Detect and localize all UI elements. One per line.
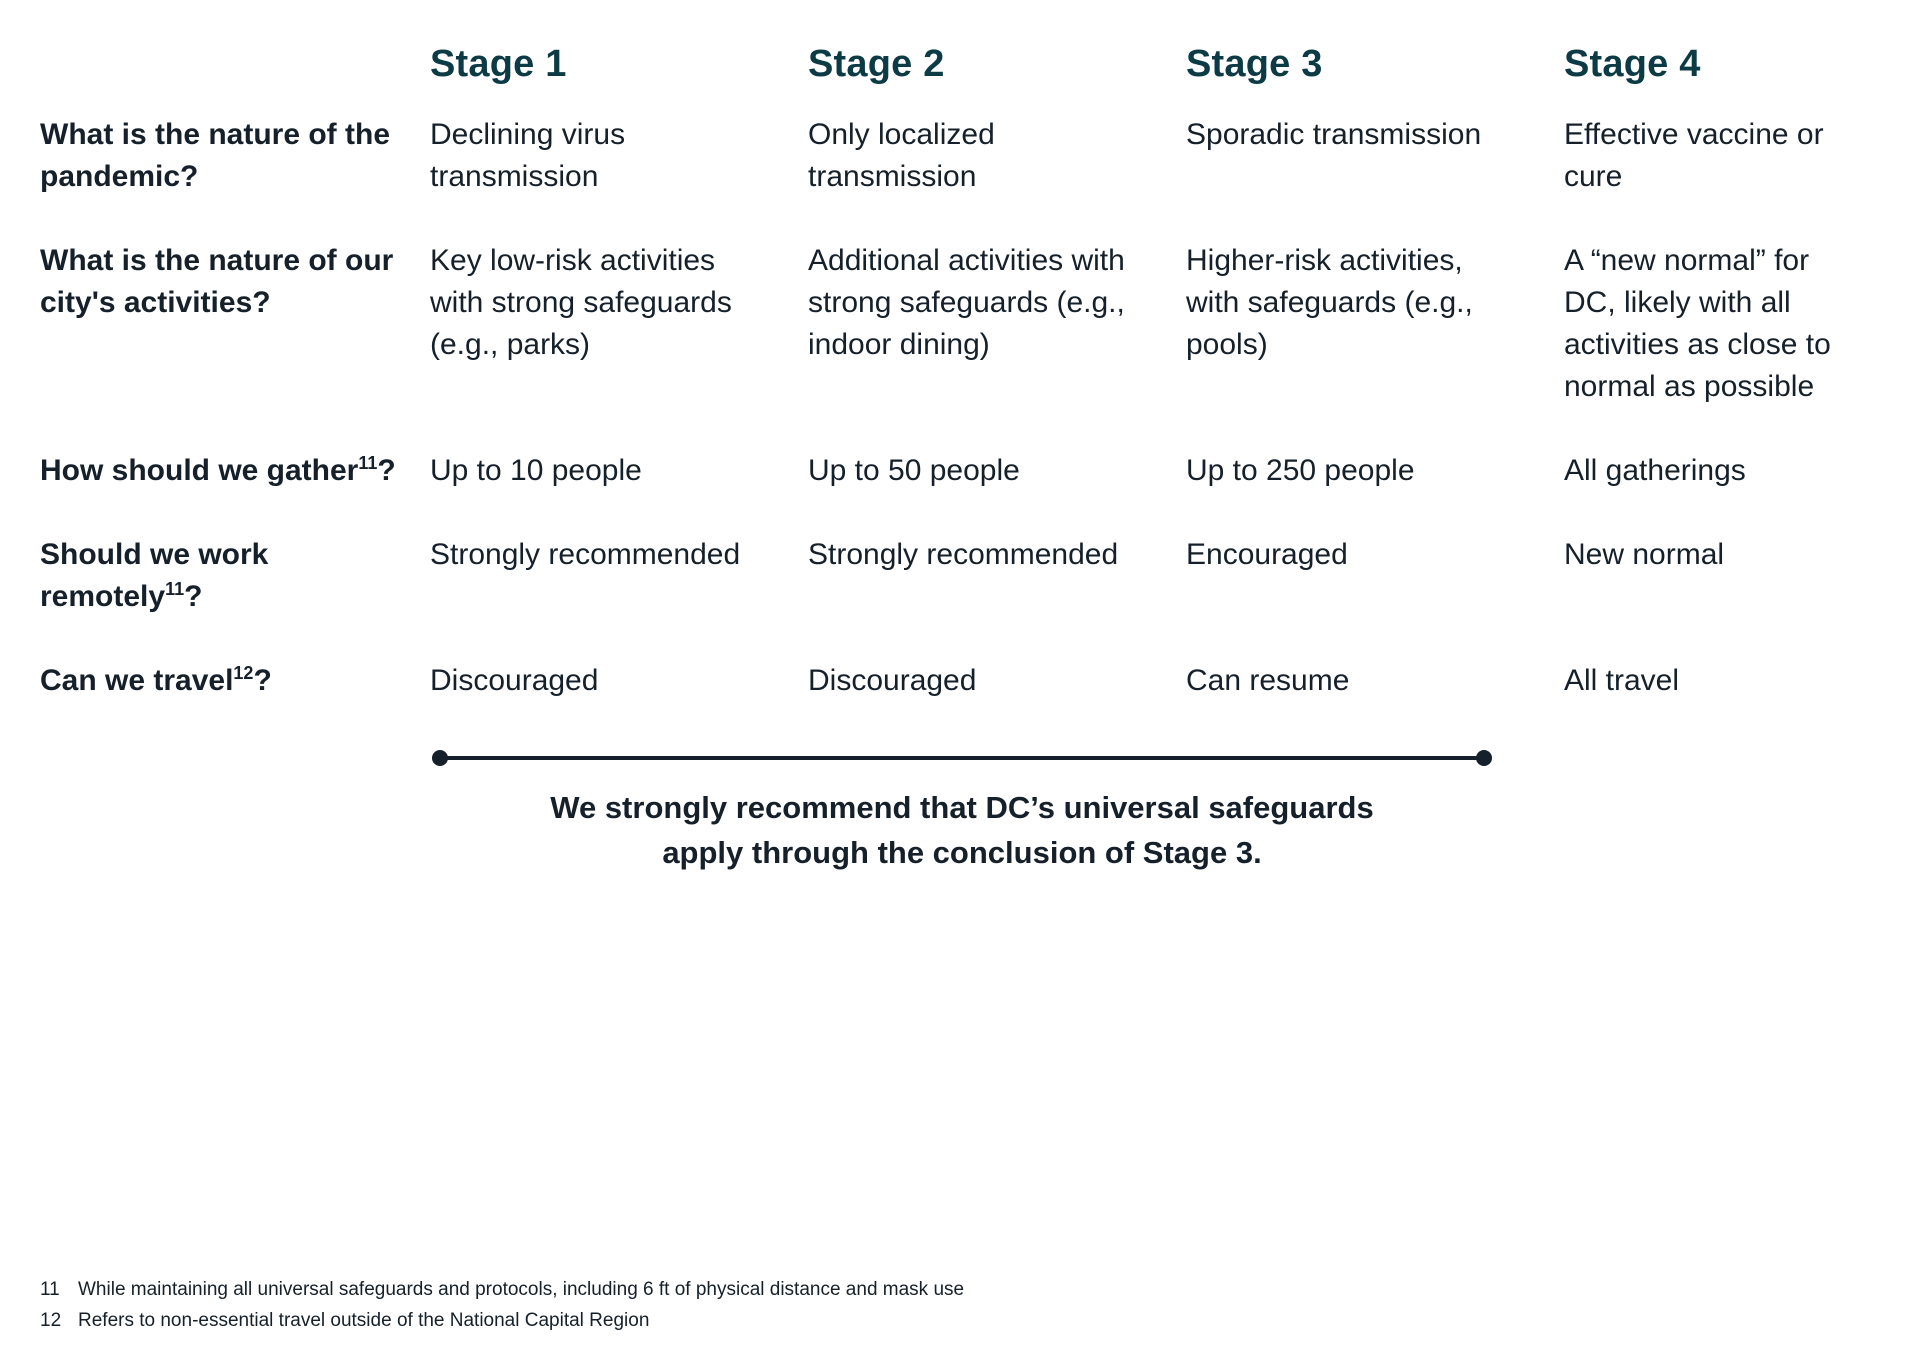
header-row <box>40 44 1884 114</box>
cell-r2-stage1: Up to 10 people <box>430 453 642 487</box>
row-label-suffix: ? <box>253 663 272 697</box>
cell-r1-stage1: Key low-risk activities with strong safeguards (e.g., parks) <box>430 243 732 361</box>
footnotes <box>40 1275 1440 1336</box>
footnote-ref-12: 12 <box>233 662 254 683</box>
matrix-body <box>40 114 1884 744</box>
footnote-ref-11: 11 <box>165 578 185 599</box>
row-label-travel <box>40 660 430 744</box>
cell-r2-stage2: Up to 50 people <box>808 453 1020 487</box>
footnote-text: Refers to non-essential travel outside of the National Capital Region <box>78 1309 650 1331</box>
row-label-city-activities <box>40 240 430 450</box>
cell-r3-stage4: New normal <box>1564 537 1725 571</box>
table-row <box>40 240 1884 450</box>
header-stage-3: Stage 3 <box>1186 43 1323 85</box>
footnote-number: 12 <box>40 1309 62 1331</box>
row-label-text: What is the nature of our city's activities? <box>40 243 394 319</box>
safeguards-span-bar <box>40 748 1884 766</box>
footnote-12 <box>40 1306 1440 1336</box>
span-dot-right-icon <box>1476 750 1492 766</box>
table-row <box>40 534 1884 660</box>
row-label-pandemic-nature <box>40 114 430 240</box>
row-label-suffix: ? <box>184 579 203 613</box>
cell-r4-stage3: Can resume <box>1186 663 1350 697</box>
cell-r4-stage1: Discouraged <box>430 663 599 697</box>
row-label-remote-work <box>40 534 430 660</box>
header-stage-4: Stage 4 <box>1564 43 1701 85</box>
cell-r2-stage4: All gatherings <box>1564 453 1746 487</box>
safeguards-banner <box>402 786 1522 876</box>
span-line <box>438 756 1486 760</box>
row-label-text: Can we travel <box>40 663 234 697</box>
cell-r2-stage3: Up to 250 people <box>1186 453 1415 487</box>
cell-r0-stage4: Effective vaccine or cure <box>1564 117 1824 193</box>
row-label-gather <box>40 450 430 534</box>
cell-r0-stage1: Declining virus transmission <box>430 117 626 193</box>
banner-line-2: apply through the conclusion of Stage 3. <box>662 834 1262 870</box>
cell-r4-stage2: Discouraged <box>808 663 977 697</box>
banner-line-1: We strongly recommend that DC’s universal safeguards <box>550 789 1374 825</box>
row-label-suffix: ? <box>377 453 396 487</box>
matrix-header <box>40 44 1884 114</box>
footnote-ref-11: 11 <box>358 452 378 473</box>
cell-r1-stage3: Higher-risk activities, with safeguards (e.g., pools) <box>1186 243 1473 361</box>
cell-r3-stage3: Encouraged <box>1186 537 1348 571</box>
row-label-text: Should we work remotely <box>40 537 269 613</box>
stages-matrix <box>40 44 1884 744</box>
header-corner <box>40 44 430 114</box>
cell-r1-stage2: Additional activities with strong safeguards (e.g., indoor dining) <box>808 243 1125 361</box>
table-row <box>40 114 1884 240</box>
cell-r0-stage2: Only localized transmission <box>808 117 995 193</box>
footnote-11 <box>40 1275 1440 1305</box>
table-row <box>40 450 1884 534</box>
cell-r0-stage3: Sporadic transmission <box>1186 117 1482 151</box>
cell-r4-stage4: All travel <box>1564 663 1680 697</box>
table-row <box>40 660 1884 744</box>
cell-r1-stage4: A “new normal” for DC, likely with all activities as close to normal as possible <box>1564 243 1831 403</box>
footnote-number: 11 <box>40 1279 60 1301</box>
header-stage-1: Stage 1 <box>430 43 567 85</box>
cell-r3-stage2: Strongly recommended <box>808 537 1119 571</box>
row-label-text: What is the nature of the pandemic? <box>40 117 391 193</box>
header-stage-2: Stage 2 <box>808 43 945 85</box>
row-label-text: How should we gather <box>40 453 359 487</box>
footnote-text: While maintaining all universal safeguards and protocols, including 6 ft of physical distance and mask use <box>78 1279 965 1301</box>
cell-r3-stage1: Strongly recommended <box>430 537 741 571</box>
